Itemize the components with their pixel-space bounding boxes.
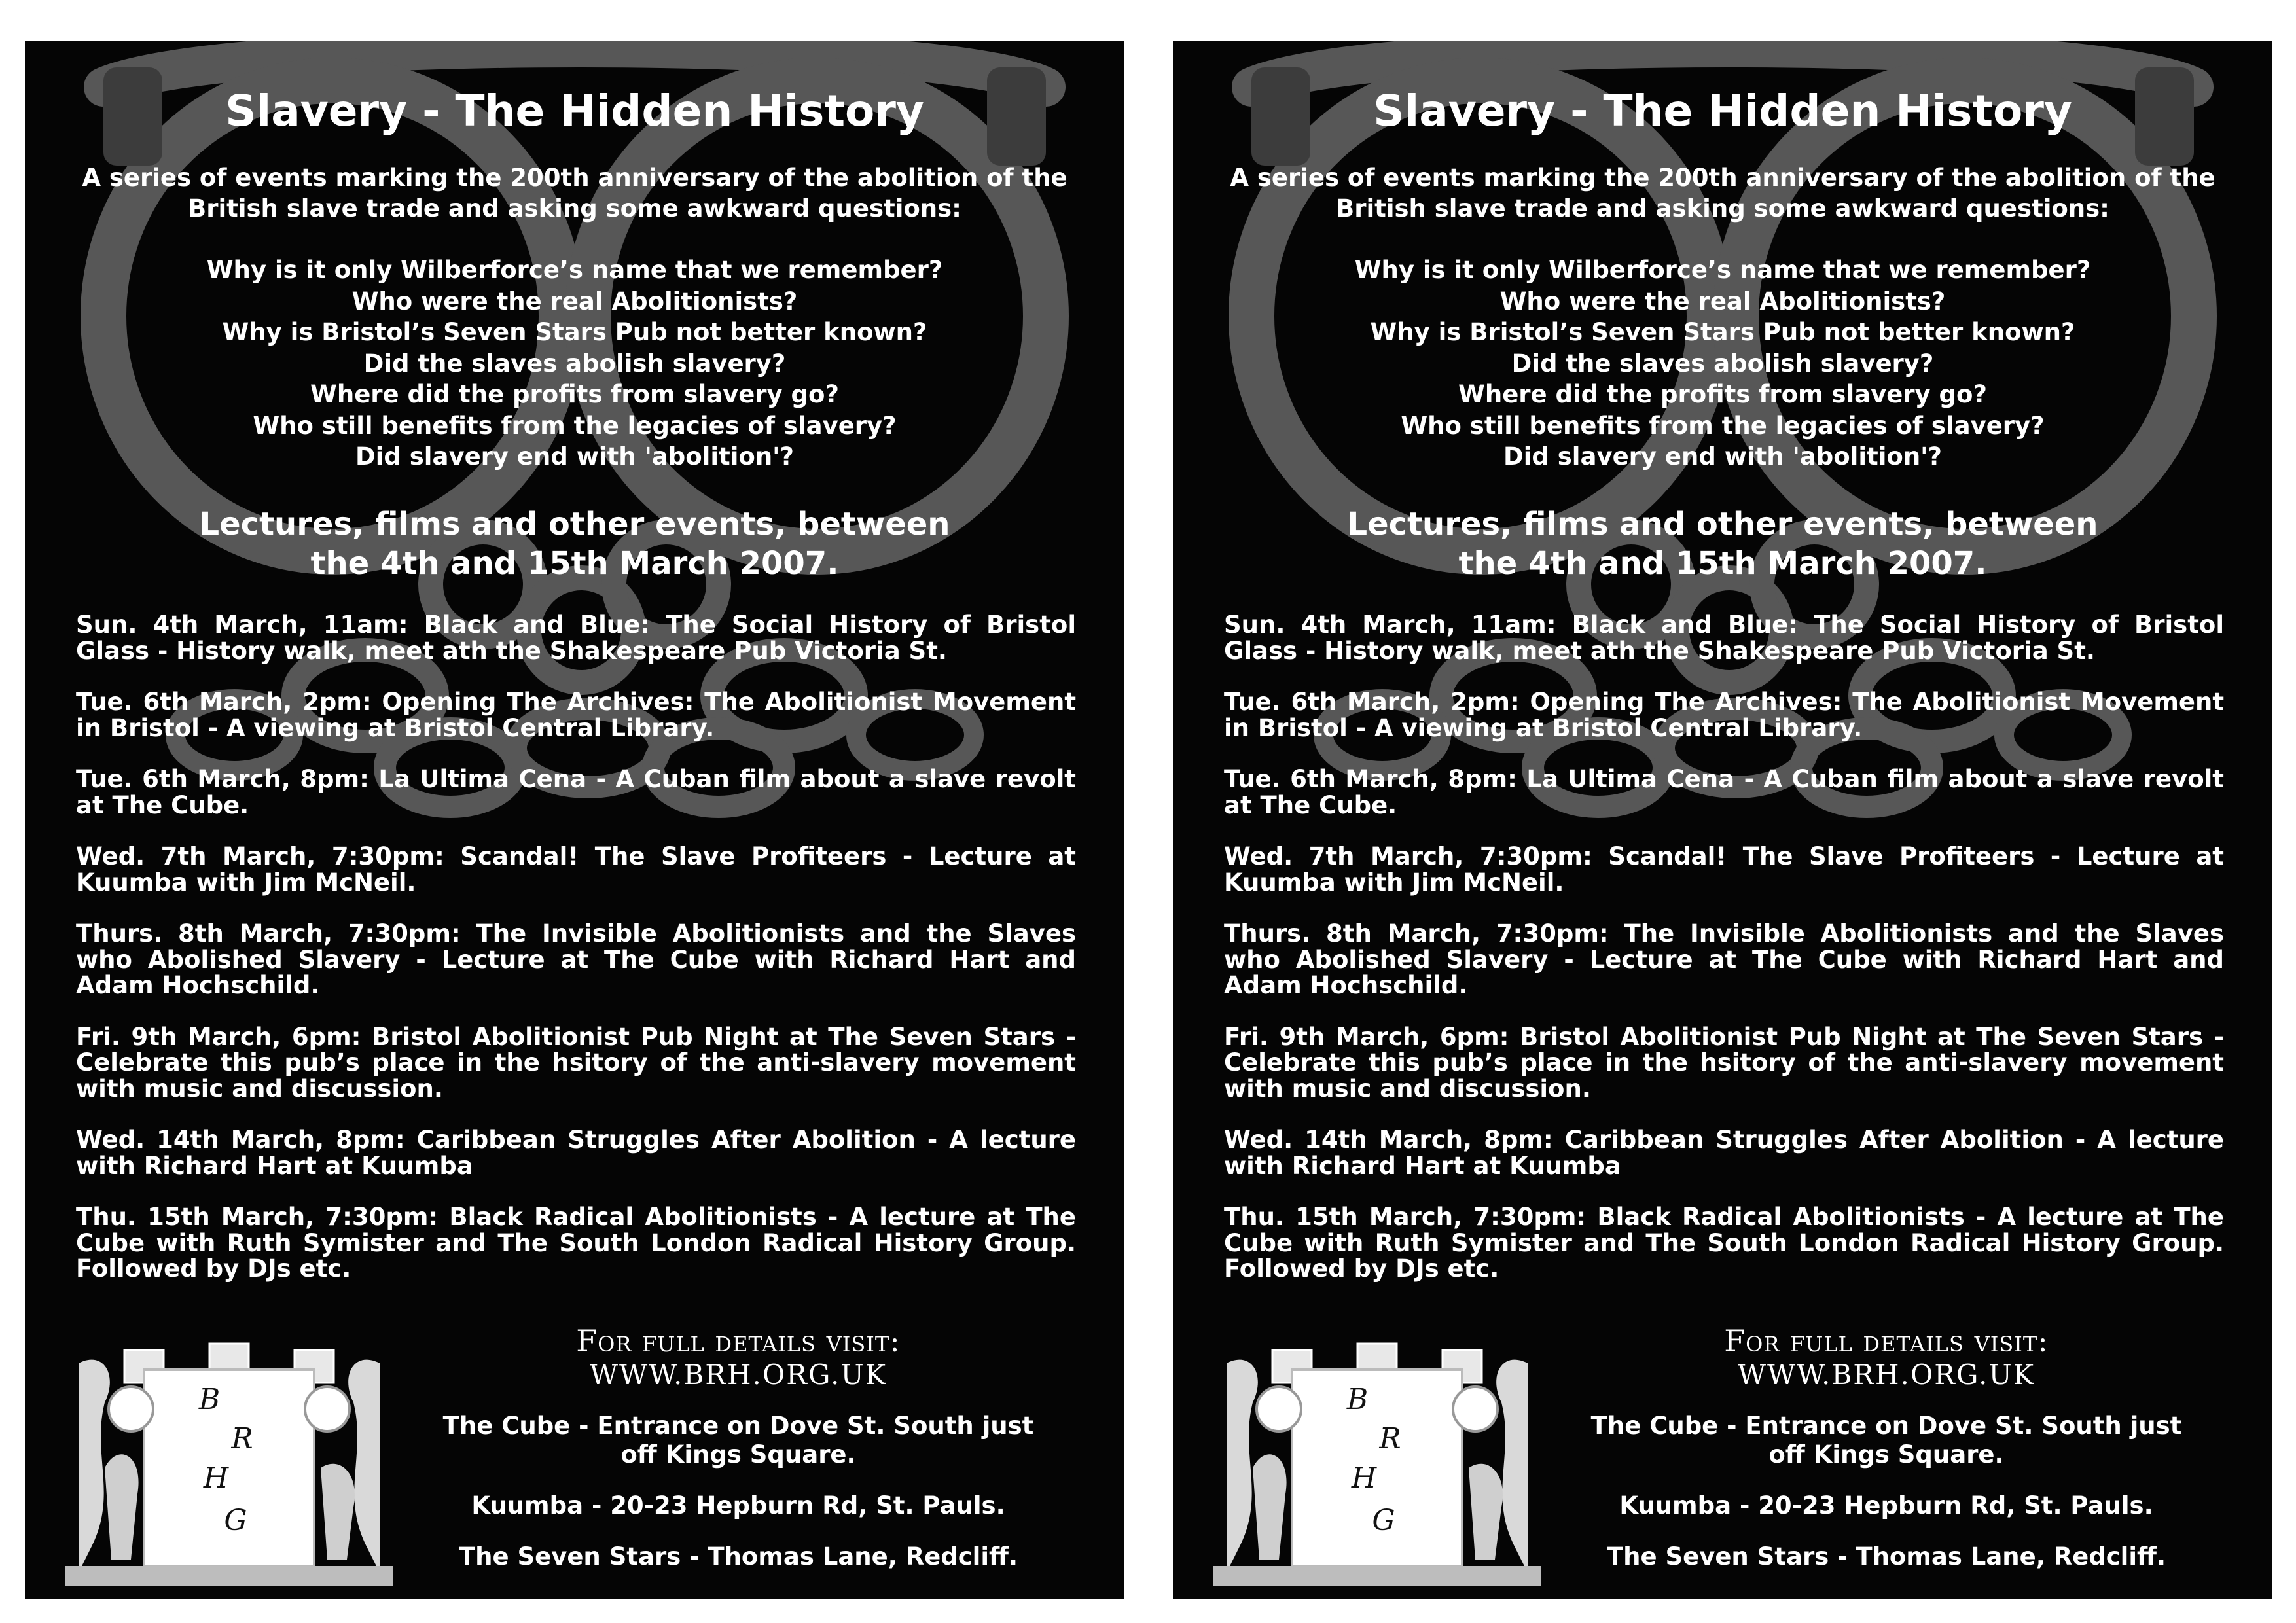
flyer-title: Slavery - The Hidden History	[225, 86, 924, 136]
event-list	[1224, 612, 2224, 1308]
event-item: Wed. 7th March, 7:30pm: Scandal! The Slave Profiteers - Lecture at Kuumba with Jim McNeil.	[1224, 842, 2224, 897]
footer	[1539, 1324, 2233, 1594]
flyer-right	[1173, 41, 2272, 1599]
headline-line: Lectures, films and other events, between	[1347, 506, 2098, 543]
event-item: Wed. 14th March, 8pm: Caribbean Struggles After Abolition - A lecture with Richard Hart at Kuumba	[1224, 1126, 2224, 1180]
headline-line: Lectures, films and other events, between	[199, 506, 950, 543]
event-item: Thu. 15th March, 7:30pm: Black Radical Abolitionists - A lecture at The Cube with Ruth Symister and The South London Radical History Group. Followed by DJs etc.	[76, 1203, 1076, 1283]
logo-letter: H	[203, 1461, 229, 1495]
question-item: Who still benefits from the legacies of slavery?	[253, 411, 897, 440]
logo-letter: H	[1351, 1461, 1377, 1495]
question-list	[64, 255, 1085, 473]
question-item: Where did the profits from slavery go?	[310, 380, 839, 408]
event-item: Fri. 9th March, 6pm: Bristol Abolitionist Pub Night at The Seven Stars - Celebrate this pub’s place in the hsitory of the anti-slavery movement with music and discussion.	[76, 1022, 1076, 1103]
flyer-content	[25, 41, 1124, 1599]
event-item: Thu. 15th March, 7:30pm: Black Radical Abolitionists - A lecture at The Cube with Ruth Symister and The South London Radical History Group. Followed by DJs etc.	[1224, 1203, 2224, 1283]
event-item: Tue. 6th March, 8pm: La Ultima Cena - A Cuban film about a slave revolt at The Cube.	[1224, 765, 2224, 819]
event-item: Sun. 4th March, 11am: Black and Blue: The Social History of Bristol Glass - History walk, meet ath the Shakespeare Pub Victoria St.	[76, 611, 1076, 665]
venue-item: Kuumba - 20-23 Hepburn Rd, St. Pauls.	[1619, 1491, 2153, 1520]
event-item: Tue. 6th March, 2pm: Opening The Archives: The Abolitionist Movement in Bristol - A viewing at Bristol Central Library.	[1224, 688, 2224, 742]
question-item: Did the slaves abolish slavery?	[1511, 349, 1934, 378]
event-item: Tue. 6th March, 2pm: Opening The Archives: The Abolitionist Movement in Bristol - A viewing at Bristol Central Library.	[76, 688, 1076, 742]
event-item: Thurs. 8th March, 7:30pm: The Invisible Abolitionists and the Slaves who Abolished Slavery - Lecture at The Cube with Richard Hart and Adam Hochschild.	[1224, 919, 2224, 999]
logo-letter: R	[1379, 1422, 1401, 1455]
headline-line: the 4th and 15th March 2007.	[1458, 545, 1987, 582]
event-list	[76, 612, 1076, 1308]
question-item: Who were the real Abolitionists?	[1499, 287, 1946, 315]
event-item: Wed. 7th March, 7:30pm: Scandal! The Slave Profiteers - Lecture at Kuumba with Jim McNeil.	[76, 842, 1076, 897]
logo-letter: R	[231, 1422, 253, 1455]
website-link[interactable]: WWW.BRH.ORG.UK	[589, 1359, 888, 1391]
events-headline	[1212, 505, 2233, 583]
events-headline	[64, 505, 1085, 583]
venue-item: The Seven Stars - Thomas Lane, Redcliff.	[458, 1543, 1018, 1571]
question-item: Why is Bristol’s Seven Stars Pub not better known?	[1370, 318, 2075, 346]
intro-text: A series of events marking the 200th anniversary of the abolition of the British slave trade and asking some awkward questions:	[82, 164, 1067, 223]
logo-letter: G	[224, 1504, 247, 1537]
venue-item: The Seven Stars - Thomas Lane, Redcliff.	[1606, 1543, 2166, 1571]
event-item: Wed. 14th March, 8pm: Caribbean Struggles After Abolition - A lecture with Richard Hart at Kuumba	[76, 1126, 1076, 1180]
event-item: Sun. 4th March, 11am: Black and Blue: The Social History of Bristol Glass - History walk, meet ath the Shakespeare Pub Victoria St.	[1224, 611, 2224, 665]
event-item: Tue. 6th March, 8pm: La Ultima Cena - A Cuban film about a slave revolt at The Cube.	[76, 765, 1076, 819]
logo-letter: B	[198, 1383, 221, 1416]
question-item: Why is Bristol’s Seven Stars Pub not better known?	[222, 318, 927, 346]
question-item: Did the slaves abolish slavery?	[363, 349, 786, 378]
footer	[391, 1324, 1085, 1594]
venue-item: The Cube - Entrance on Dove St. South just off Kings Square.	[442, 1412, 1034, 1469]
flyer-content	[1173, 41, 2272, 1599]
logo-letter: B	[1346, 1383, 1369, 1416]
event-item: Thurs. 8th March, 7:30pm: The Invisible Abolitionists and the Slaves who Abolished Slavery - Lecture at The Cube with Richard Hart and Adam Hochschild.	[76, 919, 1076, 999]
flyer-left	[25, 41, 1124, 1599]
logo-letter: G	[1372, 1504, 1395, 1537]
intro-text: A series of events marking the 200th anniversary of the abolition of the British slave trade and asking some awkward questions:	[1230, 164, 2215, 223]
website-link[interactable]: WWW.BRH.ORG.UK	[1737, 1359, 2036, 1391]
brhg-logo-icon	[1213, 1324, 1541, 1586]
question-item: Where did the profits from slavery go?	[1458, 380, 1987, 408]
event-item: Fri. 9th March, 6pm: Bristol Abolitionist Pub Night at The Seven Stars - Celebrate this pub’s place in the hsitory of the anti-slavery movement with music and discussion.	[1224, 1022, 2224, 1103]
question-item: Did slavery end with 'abolition'?	[355, 442, 794, 471]
venue-item: The Cube - Entrance on Dove St. South just off Kings Square.	[1590, 1412, 2182, 1469]
question-item: Who were the real Abolitionists?	[351, 287, 798, 315]
question-item: Why is it only Wilberforce’s name that we remember?	[206, 256, 943, 284]
brhg-logo-icon	[65, 1324, 393, 1586]
headline-line: the 4th and 15th March 2007.	[310, 545, 839, 582]
flyer-title: Slavery - The Hidden History	[1373, 86, 2072, 136]
question-list	[1212, 255, 2233, 473]
question-item: Why is it only Wilberforce’s name that we remember?	[1354, 256, 2091, 284]
details-heading: For full details visit:	[1724, 1323, 2049, 1359]
venue-item: Kuumba - 20-23 Hepburn Rd, St. Pauls.	[471, 1491, 1005, 1520]
question-item: Did slavery end with 'abolition'?	[1503, 442, 1942, 471]
details-heading: For full details visit:	[576, 1323, 901, 1359]
question-item: Who still benefits from the legacies of slavery?	[1401, 411, 2045, 440]
